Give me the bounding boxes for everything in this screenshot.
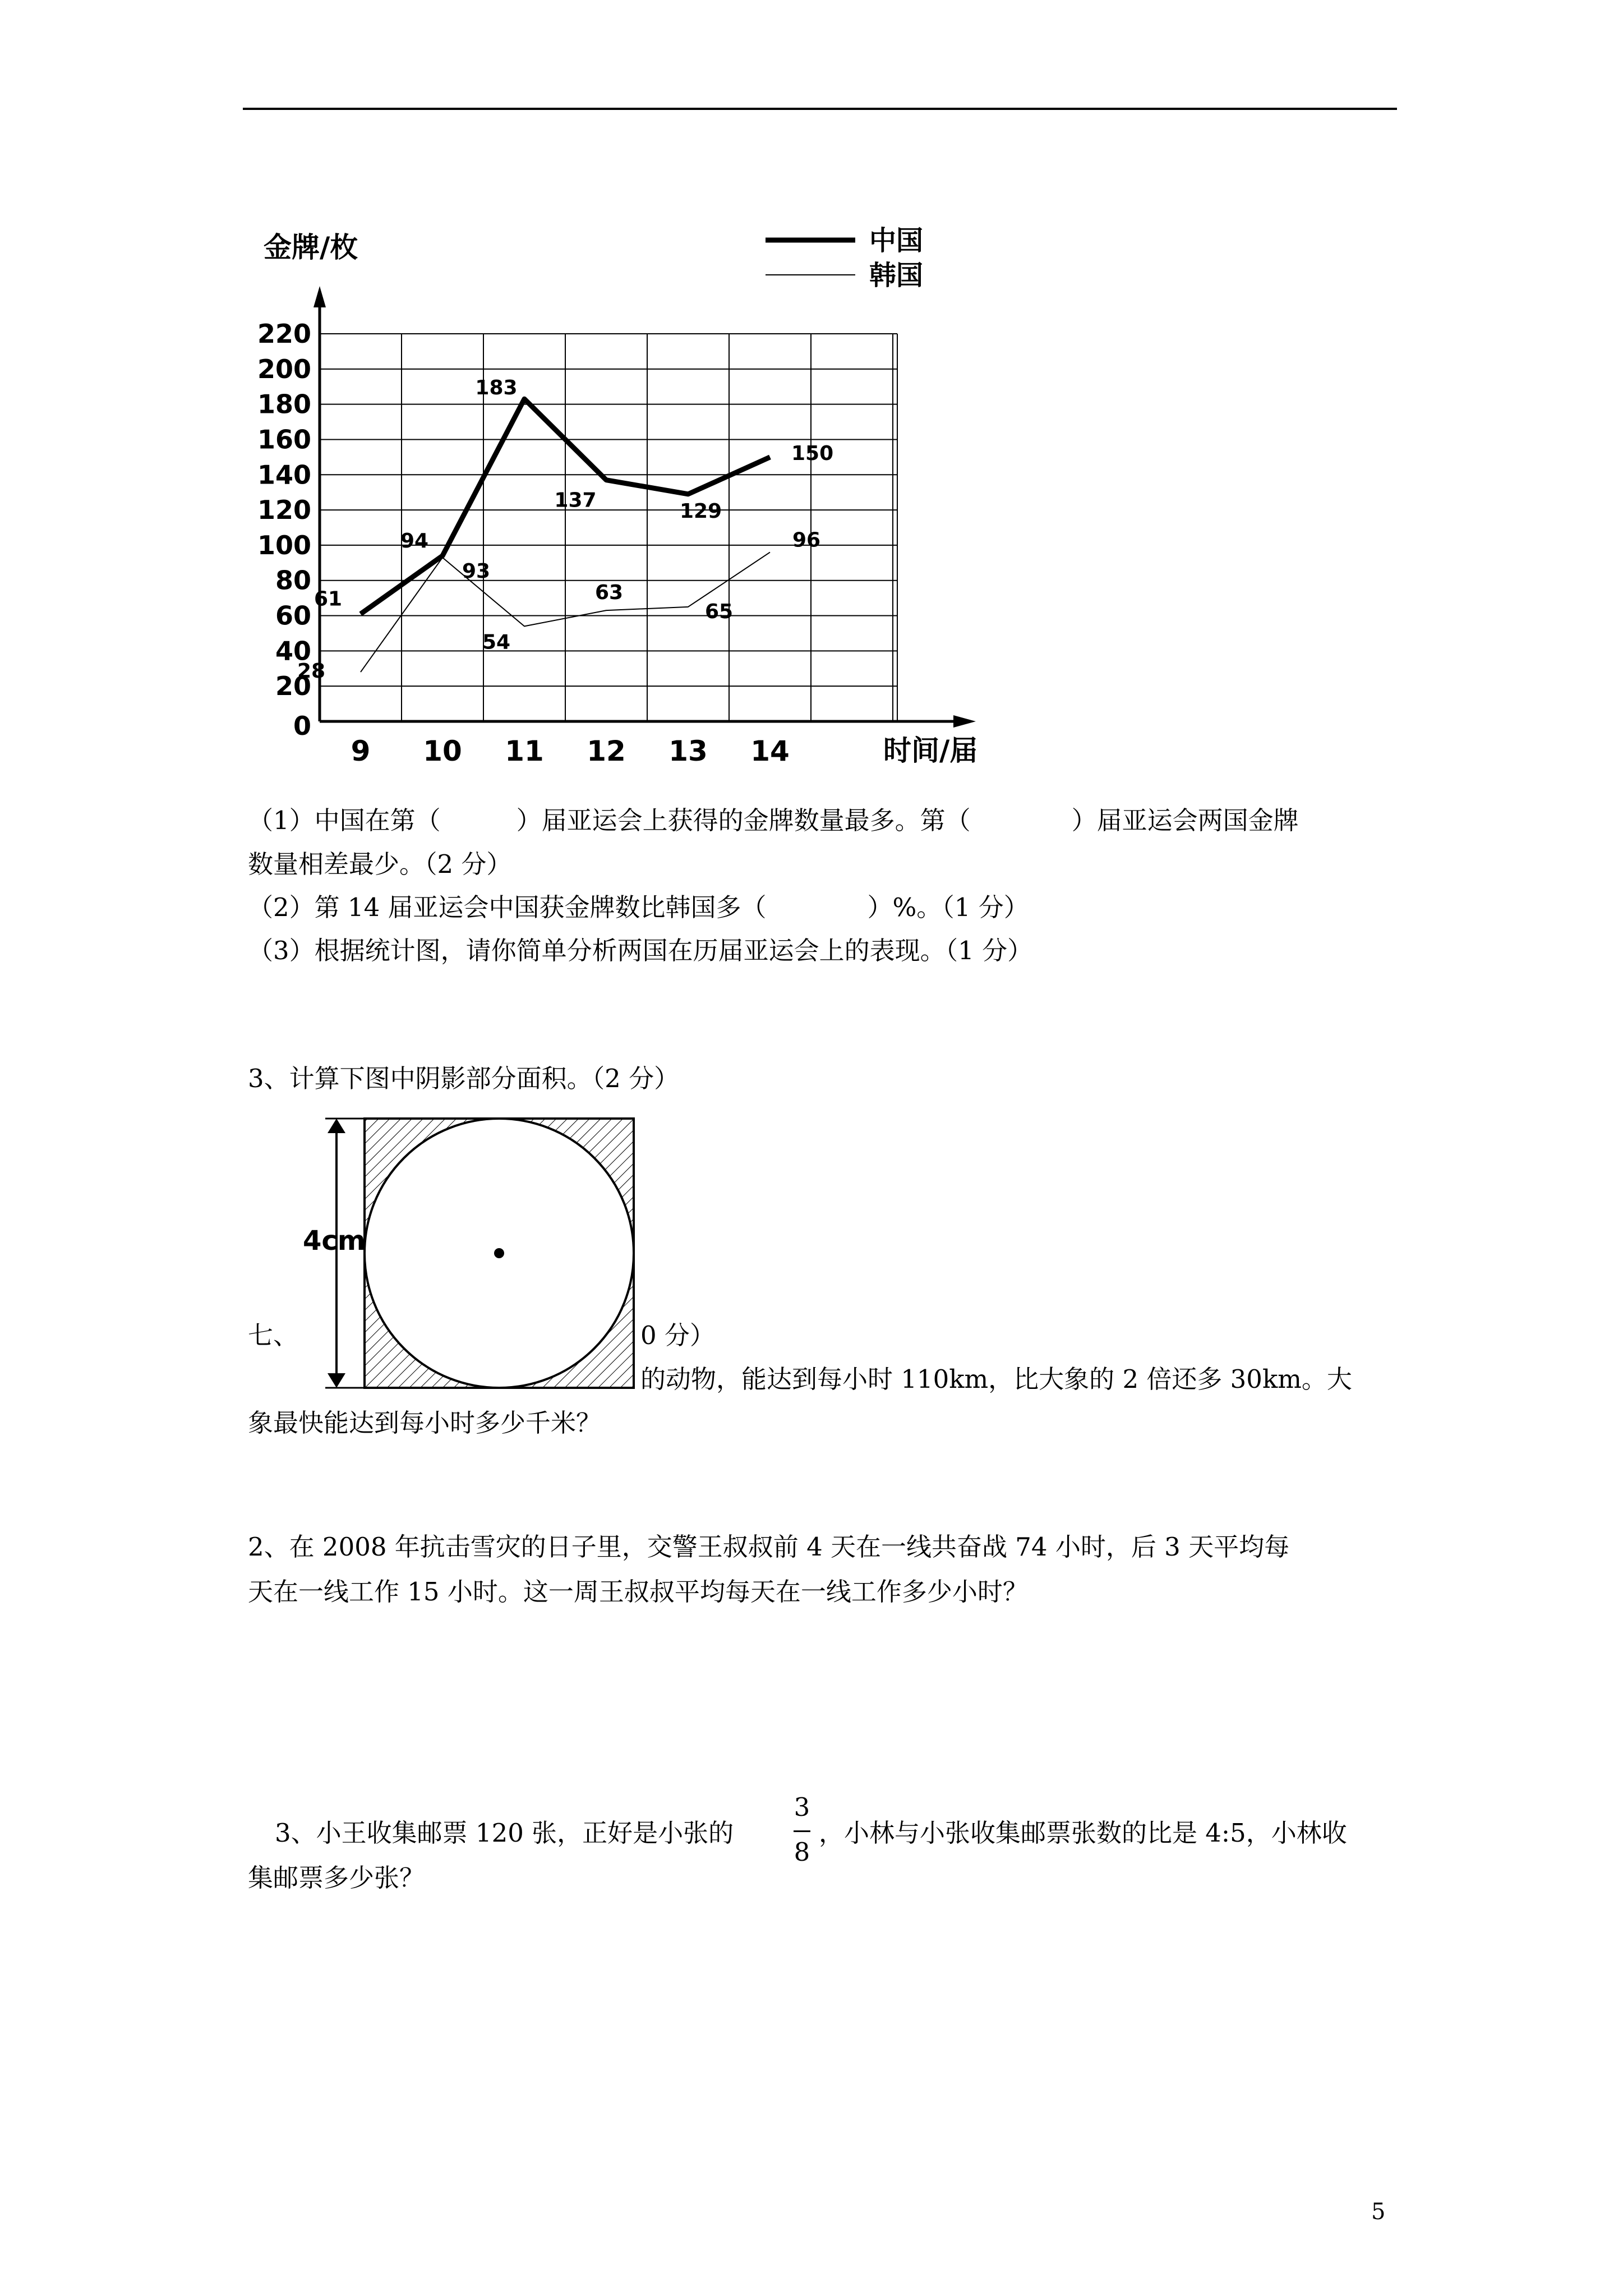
shaded-area-figure bbox=[303, 1116, 707, 1402]
y-tick-label: 220 bbox=[257, 319, 311, 349]
fraction-denominator: 8 bbox=[794, 1837, 810, 1867]
fraction-numerator: 3 bbox=[794, 1792, 810, 1822]
legend-label-1: 韩国 bbox=[869, 260, 924, 291]
q1-line2: 数量相差最少。（2 分） bbox=[248, 849, 512, 879]
y-tick-label: 120 bbox=[257, 495, 311, 526]
x-tick-label: 11 bbox=[505, 735, 544, 767]
y-tick-label: 0 bbox=[293, 711, 311, 741]
y-tick-label: 160 bbox=[257, 424, 311, 455]
section7-fragment: 0 分） bbox=[640, 1320, 715, 1350]
q1-line1: （1）中国在第（ ）届亚运会上获得的金牌数量最多。第（ ）届亚运会两国金牌 bbox=[248, 806, 1299, 835]
chart-grid bbox=[320, 334, 897, 721]
data-label: 96 bbox=[792, 528, 821, 552]
y-tick-label: 60 bbox=[275, 600, 311, 631]
y-tick-label: 20 bbox=[275, 671, 311, 702]
section7-line3: 象最快能达到每小时多少千米？ bbox=[248, 1408, 602, 1438]
arrow-up-icon bbox=[328, 1119, 345, 1133]
q3-text: （3）根据统计图，请你简单分析两国在历届亚运会上的表现。（1 分） bbox=[248, 936, 1033, 965]
side-length-label: 4cm bbox=[303, 1225, 366, 1257]
problem3-part2: ，小林与小张收集邮票张数的比是 4:5，小林收 bbox=[819, 1818, 1347, 1848]
data-label: 183 bbox=[475, 376, 518, 400]
header-rule bbox=[243, 108, 1397, 110]
y-tick-label: 200 bbox=[257, 353, 311, 384]
data-label: 150 bbox=[791, 441, 834, 465]
x-axis-label: 时间/届 bbox=[883, 734, 978, 767]
center-dot bbox=[494, 1248, 504, 1258]
chart-axes bbox=[313, 286, 976, 728]
y-tick-label: 180 bbox=[257, 389, 311, 420]
x-tick-label: 10 bbox=[423, 735, 462, 767]
section7-heading: 七、 bbox=[248, 1320, 299, 1350]
data-label: 65 bbox=[705, 600, 734, 623]
data-label: 93 bbox=[462, 559, 491, 583]
x-axis-arrow-icon bbox=[953, 715, 976, 728]
gold-medal-line-chart bbox=[241, 213, 1038, 780]
data-label: 129 bbox=[680, 499, 722, 523]
data-label: 28 bbox=[297, 660, 326, 683]
data-label: 54 bbox=[482, 631, 511, 654]
data-label: 94 bbox=[400, 529, 429, 553]
q2-text: （2）第 14 届亚运会中国获金牌数比韩国多（ ）%。（1 分） bbox=[248, 892, 1029, 922]
y-axis-label: 金牌/枚 bbox=[264, 231, 358, 264]
legend-label-0: 中国 bbox=[869, 225, 924, 256]
data-label: 137 bbox=[554, 489, 597, 512]
chart-legend bbox=[766, 225, 923, 291]
problem3-part1: 3、小王收集邮票 120 张，正好是小张的 bbox=[275, 1818, 734, 1848]
problem3-line2: 集邮票多少张？ bbox=[248, 1863, 425, 1893]
y-tick-label: 40 bbox=[275, 636, 311, 666]
chart-ticks bbox=[257, 319, 790, 767]
arrow-down-icon bbox=[328, 1373, 345, 1388]
fraction-bar bbox=[794, 1830, 810, 1832]
data-label: 61 bbox=[313, 587, 343, 611]
y-tick-label: 80 bbox=[275, 565, 311, 596]
shaded-area-prompt: 3、计算下图中阴影部分面积。（2 分） bbox=[248, 1064, 680, 1093]
y-axis-arrow-icon bbox=[313, 286, 326, 307]
section7-line2: 的动物，能达到每小时 110km，比大象的 2 倍还多 30km。大 bbox=[640, 1364, 1352, 1394]
data-label: 63 bbox=[595, 581, 624, 605]
problem2-line1: 2、在 2008 年抗击雪灾的日子里，交警王叔叔前 4 天在一线共奋战 74 小时，后 3 天平均每 bbox=[248, 1532, 1290, 1562]
x-tick-label: 13 bbox=[668, 735, 708, 767]
y-tick-label: 140 bbox=[257, 459, 311, 490]
x-tick-label: 12 bbox=[587, 735, 626, 767]
x-tick-label: 14 bbox=[750, 735, 790, 767]
page-number: 5 bbox=[1371, 2199, 1386, 2225]
fraction-three-eighths bbox=[788, 1792, 816, 1871]
y-tick-label: 100 bbox=[257, 530, 311, 560]
x-tick-label: 9 bbox=[351, 735, 371, 767]
problem2-line2: 天在一线工作 15 小时。这一周王叔叔平均每天在一线工作多少小时？ bbox=[248, 1577, 1028, 1607]
